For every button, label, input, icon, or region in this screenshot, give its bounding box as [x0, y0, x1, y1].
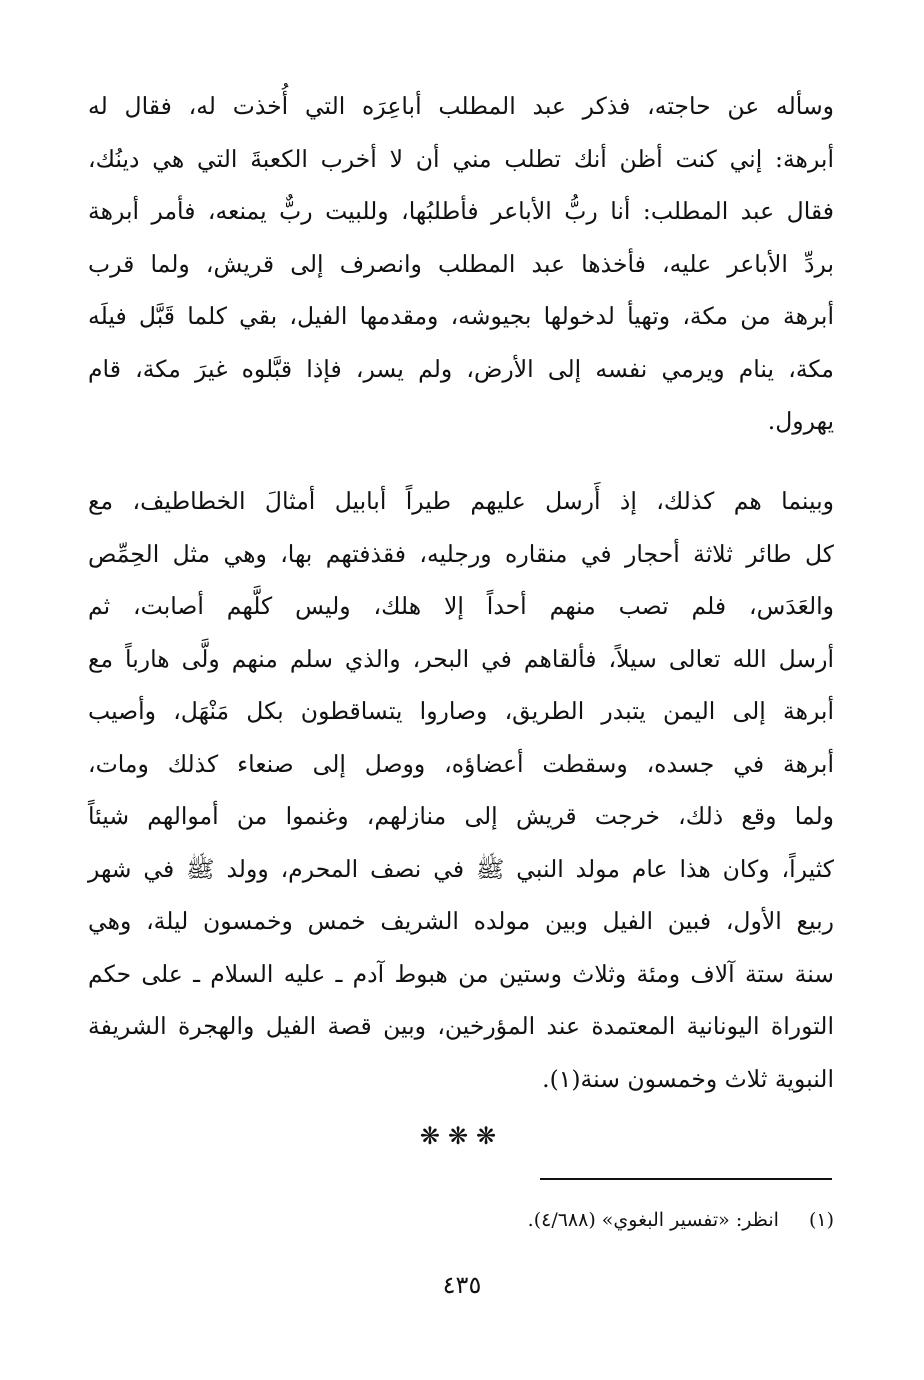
paragraph-1 — [88, 80, 834, 448]
text-line: أبرهة في جسده، وسقطت أعضاؤه، ووصل إلى صنعاء كذلك ومات، — [88, 749, 834, 778]
text-line: سنة ستة آلاف ومئة وثلاث وستين من هبوط آدم ـ عليه السلام ـ على حكم — [88, 959, 834, 988]
paragraph-2 — [88, 475, 834, 1105]
text-line: وسأله عن حاجته، فذكر عبد المطلب أباعِرَه التي أُخذت له، فقال له — [88, 92, 834, 120]
text-line: ولما وقع ذلك، خرجت قريش إلى منازلهم، وغنموا من أموالهم شيئاً — [88, 802, 834, 830]
text-line: فقال عبد المطلب: أنا ربُّ الأباعر فأطلبُها، وللبيت ربٌّ يمنعه، فأمر أبرهة — [88, 197, 834, 225]
footnote — [528, 1200, 834, 1240]
footnote-marker: (١) — [808, 1209, 834, 1231]
text-line: مكة، ينام ويرمي نفسه إلى الأرض، ولم يسر، فإذا قبَّلوه غيرَ مكة، قام — [88, 354, 834, 383]
text-line: بردِّ الأباعر عليه، فأخذها عبد المطلب وانصرف إلى قريش، ولما قرب — [88, 249, 834, 278]
text-line: يهرول. — [767, 407, 834, 435]
footnote-divider — [540, 1178, 832, 1180]
text-line: والعَدَس، فلم تصب منهم أحداً إلا هلك، وليس كلَّهم أصابت، ثم — [88, 592, 834, 620]
text-line: النبوية ثلاث وخمسون سنة(١). — [542, 1064, 834, 1093]
page-number: ٤٣٥ — [442, 1271, 482, 1299]
section-separator: ❋❋❋ — [419, 1122, 505, 1150]
footnote-text: انظر: «تفسير البغوي» (٤/٦٨٨). — [527, 1209, 779, 1231]
text-line: كثيراً، وكان هذا عام مولد النبي ﷺ في نصف المحرم، وولد ﷺ في شهر — [88, 854, 834, 883]
text-line: أبرهة من مكة، وتهيأ لدخولها بجيوشه، ومقدمها الفيل، بقي كلما قَبَّل فيلَه — [88, 302, 834, 330]
text-line: ربيع الأول، فبين الفيل وبين مولده الشريف خمس وخمسون ليلة، وهي — [88, 907, 834, 935]
text-line: أرسل الله تعالى سيلاً، فألقاهم في البحر، والذي سلم منهم ولَّى هارباً مع — [88, 644, 834, 673]
text-line: التوراة اليونانية المعتمدة عند المؤرخين، وبين قصة الفيل والهجرة الشريفة — [88, 1012, 834, 1040]
text-line: أبرهة إلى اليمن يتبدر الطريق، وصاروا يتساقطون بكل مَنْهَل، وأصيب — [88, 697, 834, 725]
text-line: وبينما هم كذلك، إذ أَرسل عليهم طيراً أبابيل أمثالَ الخطاطيف، مع — [88, 487, 834, 515]
text-line: كل طائر ثلاثة أحجار في منقاره ورجليه، فقذفتهم بها، وهي مثل الحِمِّص — [88, 539, 834, 568]
text-line: أبرهة: إني كنت أظن أنك تطلب مني أن لا أخرب الكعبةَ التي هي دينُك، — [88, 144, 834, 173]
